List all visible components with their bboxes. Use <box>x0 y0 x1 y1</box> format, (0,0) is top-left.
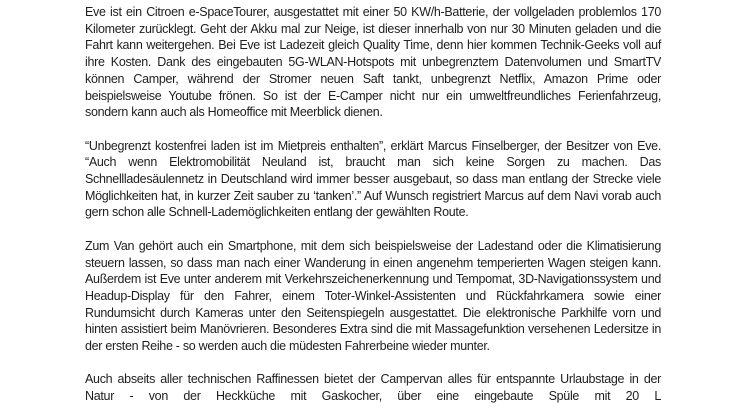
paragraph-camping-features: Auch abseits aller technischen Raffinessen bietet der Campervan alles für entspannte Urlaubstage in der Natur - von der Heckküche mit Gaskocher, über eine eingebaute Spüle mit 20 L <box>85 372 661 404</box>
article-body <box>85 4 661 405</box>
paragraph-tech-features: Zum Van gehört auch ein Smartphone, mit dem sich beispielsweise der Ladestand oder die Klimatisierung steuern lassen, so dass man nach einer Wanderung in einen angenehm temperierten Wagen steigen kann. Außerdem ist Eve unter anderem mit Verkehrszeichenerkennung und Tempomat, 3D-Navigationssystem und Headup-Display für den Fahrer, einem Toter-Winkel-Assistenten und Rückfahrkamera sowie einer Rundumsicht durch Kameras unter den Seitenspiegeln ausgestattet. Die elektronische Parkhilfe vorn und hinten assistiert beim Manövrieren. Besonderes Extra sind die mit Massagefunktion versehenen Ledersitze in der ersten Reihe - so werden auch die müdesten Fahrerbeine wieder munter. <box>85 238 661 354</box>
paragraph-vehicle-specs: Eve ist ein Citroen e-SpaceTourer, ausgestattet mit einer 50 KW/h-Batterie, der vollgeladen problemlos 170 Kilometer zurücklegt. Geht der Akku mal zur Neige, ist dieser innerhalb von nur 30 Minuten geladen und die Fahrt kann weitergehen. Bei Eve ist Ladezeit gleich Quality Time, denn hier kommen Technik-Geeks voll auf ihre Kosten. Dank des eingebauten 5G-WLAN-Hotspots mit unbegrenztem Datenvolumen und SmartTV können Camper, während der Stromer neuen Saft tankt, unbegrenzt Netflix, Amazon Prime oder beispielsweise Youtube frönen. So ist der E-Camper nicht nur ein umweltfreundliches Ferienfahrzeug, sondern kann auch als Homeoffice mit Meerblick dienen. <box>85 5 661 120</box>
paragraph-owner-quote: “Unbegrenzt kostenfrei laden ist im Mietpreis enthalten”, erklärt Marcus Finselberger, der Besitzer von Eve. “Auch wenn Elektromobilität Neuland ist, braucht man sich keine Sorgen zu machen. Das Schnellladesäulennetz in Deutschland wird immer besser ausgebaut, so dass man entlang der Strecke viele Möglichkeiten hat, in kurzer Zeit sauber zu ‘tanken’.” Auf Wunsch registriert Marcus auf dem Navi vorab auch gern schon alle Schnell-Lademöglichkeiten entlang der gewählten Route. <box>85 138 661 220</box>
